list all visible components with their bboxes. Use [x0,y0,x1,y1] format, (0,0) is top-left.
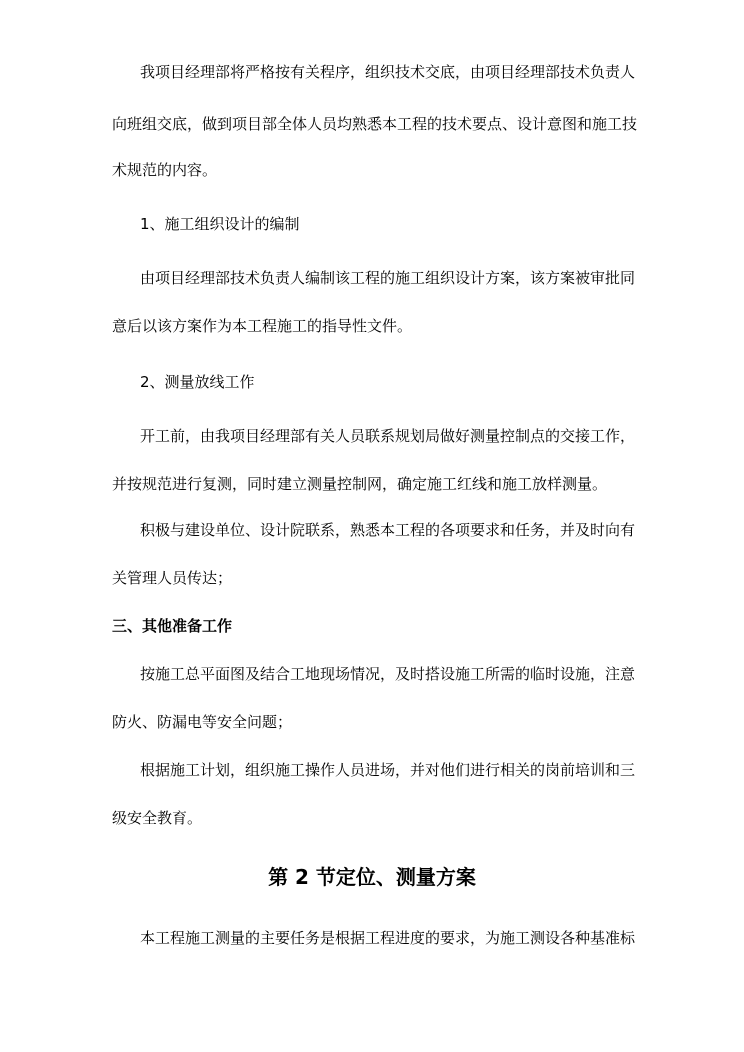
paragraph-1-line-1: 我项目经理部将严格按有关程序，组织技术交底，由项目经理部技术负责人 [140,63,636,81]
paragraph-2-line-2: 意后以该方案作为本工程施工的指导性文件。 [112,317,413,335]
paragraph-3-line-2: 并按规范进行复测，同时建立测量控制网，确定施工红线和施工放样测量。 [112,475,608,493]
item-1-title: 1、施工组织设计的编制 [140,215,300,233]
paragraph-3-line-1: 开工前，由我项目经理部有关人员联系规划局做好测量控制点的交接工作， [140,427,636,445]
paragraph-7-line-1: 本工程施工测量的主要任务是根据工程进度的要求，为施工测设各种基准标 [140,929,636,947]
section-3-title: 三、其他准备工作 [112,617,233,635]
paragraph-1-line-2: 向班组交底，做到项目部全体人员均熟悉本工程的技术要点、设计意图和施工技 [112,115,638,133]
paragraph-6-line-2: 级安全教育。 [112,809,203,827]
item-2-title: 2、测量放线工作 [140,373,255,391]
paragraph-2-line-1: 由项目经理部技术负责人编制该工程的施工组织设计方案，该方案被审批同 [140,269,636,287]
paragraph-1-line-3: 术规范的内容。 [112,161,218,179]
section-heading: 第 2 节定位、测量方案 [268,865,476,889]
paragraph-5-line-2: 防火、防漏电等安全问题； [112,713,293,731]
paragraph-4-line-1: 积极与建设单位、设计院联系，熟悉本工程的各项要求和任务，并及时向有 [140,521,636,539]
paragraph-4-line-2: 关管理人员传达； [112,569,233,587]
paragraph-6-line-1: 根据施工计划，组织施工操作人员进场，并对他们进行相关的岗前培训和三 [140,761,636,779]
paragraph-5-line-1: 按施工总平面图及结合工地现场情况，及时搭设施工所需的临时设施，注意 [140,665,636,683]
